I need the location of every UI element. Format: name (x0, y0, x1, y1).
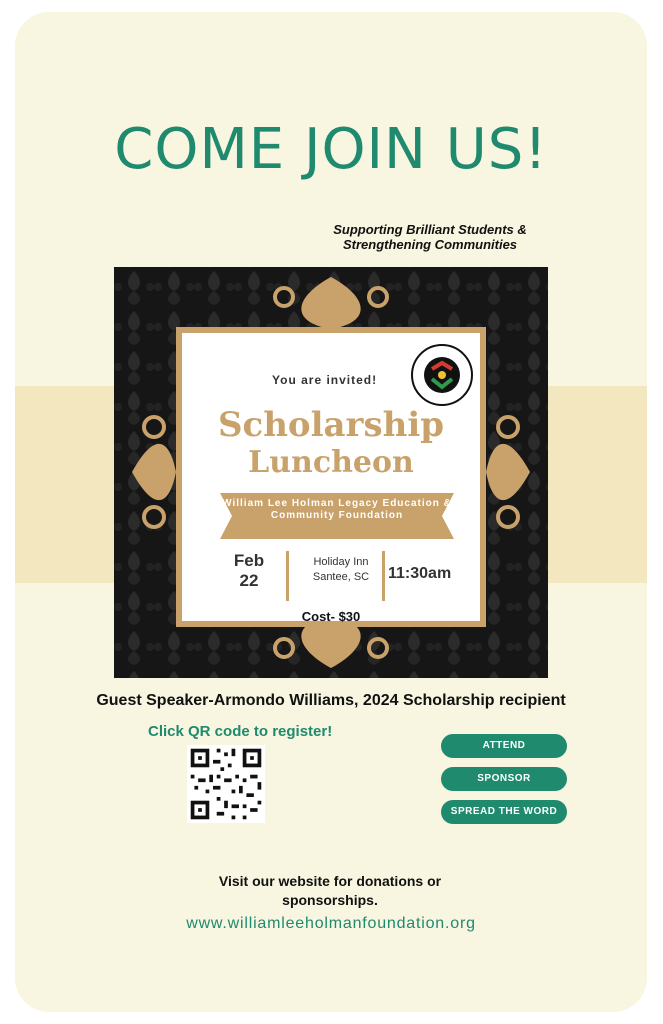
event-date: Feb 22 (233, 551, 265, 590)
spread-the-word-button[interactable]: SPREAD THE WORD (441, 800, 567, 824)
divider (382, 551, 385, 601)
sponsor-button[interactable]: SPONSOR (441, 767, 567, 791)
event-cost: Cost- $30 (301, 609, 361, 624)
guest-speaker: Guest Speaker-Armondo Williams, 2024 Scholarship recipient (96, 692, 566, 709)
qr-label: Click QR code to register! (148, 723, 333, 740)
invited-text: You are invited! (272, 373, 378, 387)
event-time: 11:30am (388, 565, 452, 582)
foundation-ribbon (220, 493, 454, 539)
foundation-logo (410, 343, 474, 407)
tagline: Supporting Brilliant Students & Strengthening Communities (333, 222, 527, 252)
divider (286, 551, 289, 601)
luncheon-title: Luncheon (248, 445, 414, 480)
ribbon-text: William Lee Holman Legacy Education & Community Foundation (222, 498, 452, 521)
event-flyer (114, 267, 548, 678)
attend-button[interactable]: ATTEND (441, 734, 567, 758)
visit-text: Visit our website for donations or sponsorships. (218, 873, 442, 908)
headline: COME JOIN US! (114, 117, 548, 182)
scholarship-title: Scholarship (217, 405, 445, 445)
register-qr-code[interactable] (187, 745, 265, 823)
event-venue: Holiday Inn Santee, SC (312, 556, 370, 583)
poster-card (15, 12, 647, 1012)
website-link[interactable]: www.williamleeholmanfoundation.org (186, 915, 476, 932)
invite-card (176, 327, 486, 627)
